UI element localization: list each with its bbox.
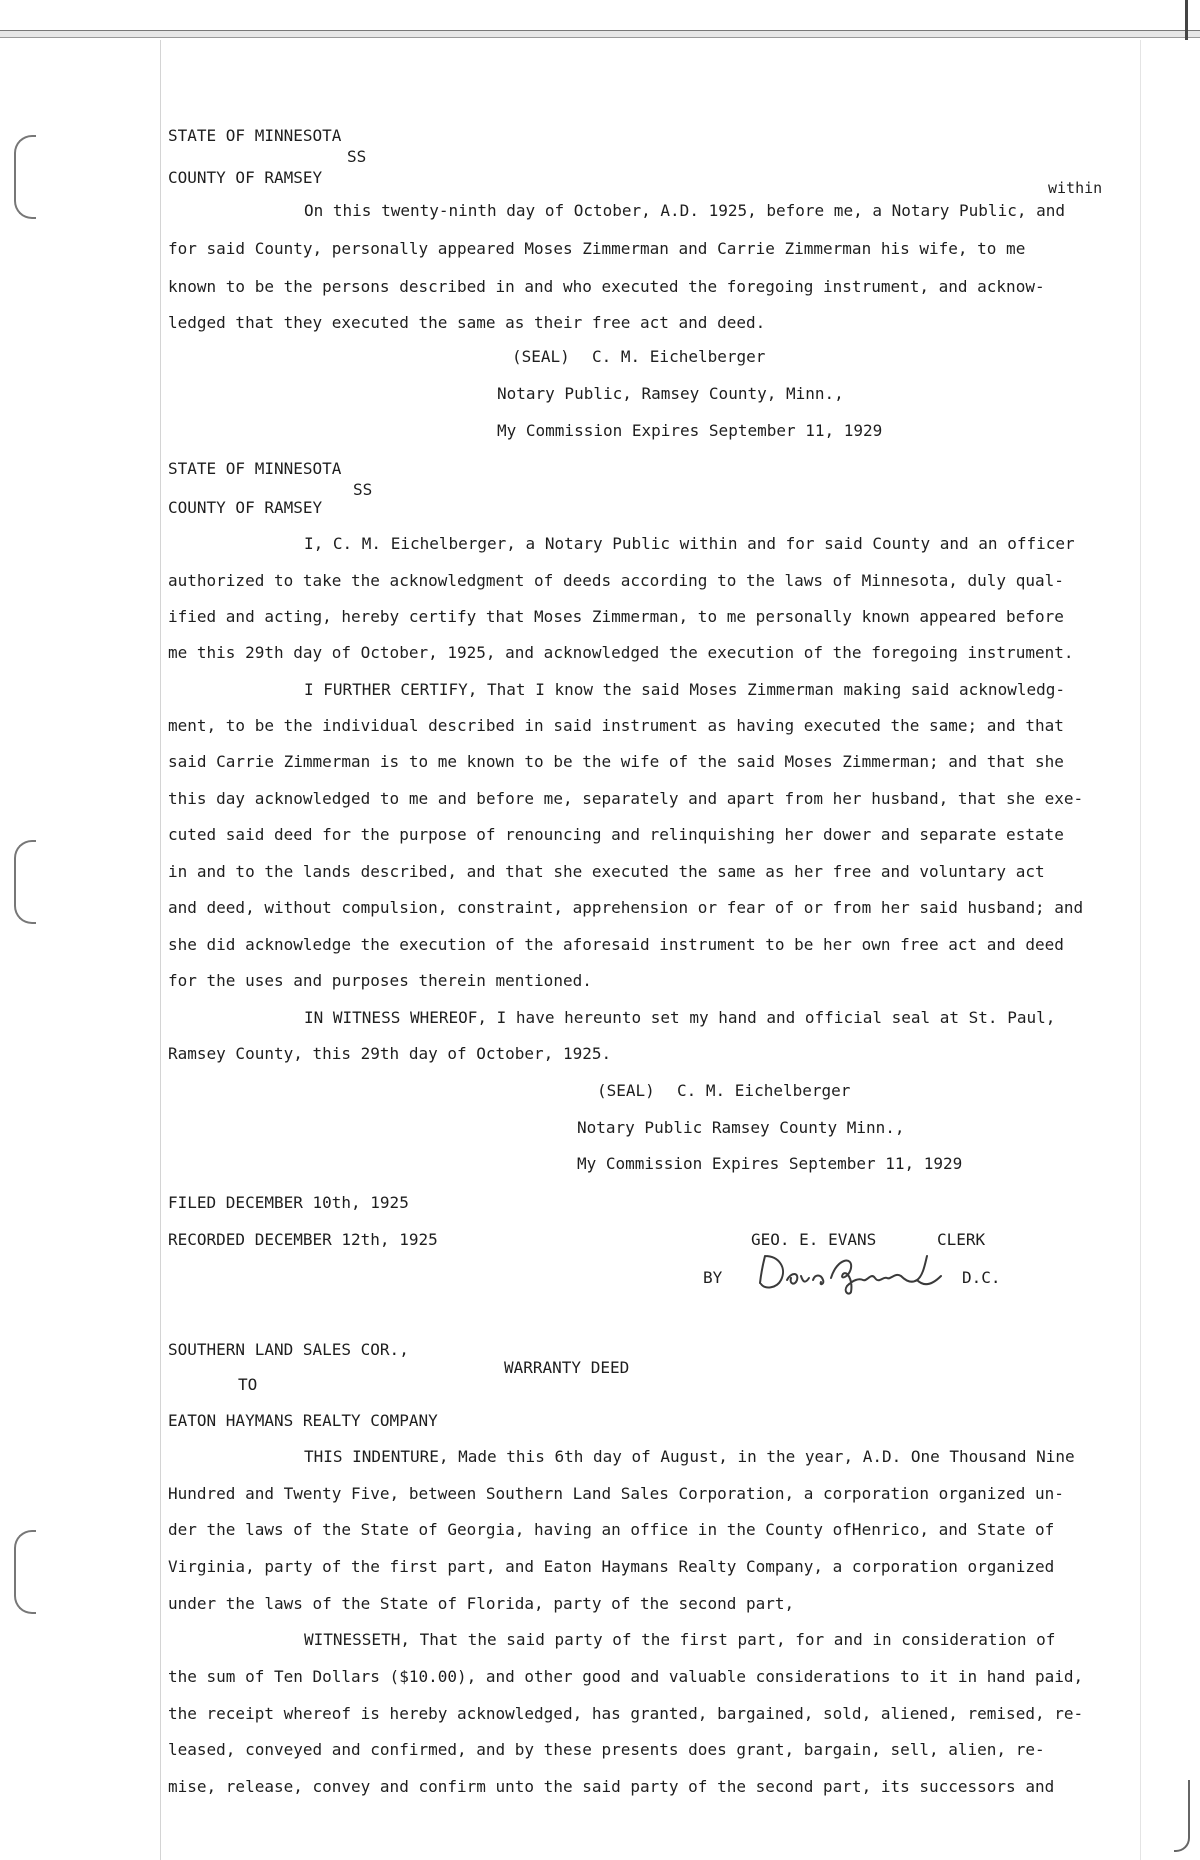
grantee-name: EATON HAYMANS REALTY COMPANY [168, 1411, 438, 1430]
notary-commission: My Commission Expires September 11, 1929 [497, 421, 883, 440]
deed-line-4: Virginia, party of the first part, and Eaton Haymans Realty Company, a corporation organized [168, 1557, 1055, 1576]
deed-line-8: the receipt whereof is hereby acknowledged, has granted, bargained, sold, aliened, remised, re- [168, 1704, 1084, 1723]
venue-county: COUNTY OF RAMSEY [168, 498, 323, 517]
notary-name: C. M. Eichelberger [677, 1081, 851, 1100]
notary-seal-label: (SEAL) [512, 347, 570, 366]
deed-line-2: Hundred and Twenty Five, between Southern Land Sales Corporation, a corporation organized un- [168, 1484, 1064, 1503]
ack2-line-7: said Carrie Zimmerman is to me known to be the wife of the said Moses Zimmerman; and that she [168, 752, 1064, 771]
ack2-line-3: ified and acting, hereby certify that Moses Zimmerman, to me personally known appeared before [168, 607, 1064, 626]
interlinear-insert: within [1048, 179, 1103, 197]
ack2-line-9: cuted said deed for the purpose of renouncing and relinquishing her dower and separate estate [168, 825, 1064, 844]
deed-line-9: leased, conveyed and confirmed, and by these presents does grant, bargain, sell, alien, re- [168, 1740, 1045, 1759]
deputy-clerk-signature [755, 1250, 950, 1295]
binder-hole-middle [14, 840, 36, 924]
ack2-line-11: and deed, without compulsion, constraint, apprehension or fear of or from her said husband; and [168, 898, 1084, 917]
ack2-line-2: authorized to take the acknowledgment of deeds according to the laws of Minnesota, duly qual- [168, 571, 1064, 590]
venue-state: STATE OF MINNESOTA [168, 459, 342, 478]
ack2-line-5: I FURTHER CERTIFY, That I know the said Moses Zimmerman making said acknowledg- [304, 680, 1065, 699]
right-edge-mark [1185, 0, 1188, 40]
deed-line-3: der the laws of the State of Georgia, having an office in the County ofHenrico, and State of [168, 1520, 1055, 1539]
recorded-date: RECORDED DECEMBER 12th, 1925 [168, 1230, 438, 1249]
ack2-line-4: me this 29th day of October, 1925, and acknowledged the execution of the foregoing instrument. [168, 643, 1074, 662]
right-margin-line [1140, 40, 1141, 1860]
deed-line-7: the sum of Ten Dollars ($10.00), and other good and valuable considerations to it in hand paid, [168, 1667, 1084, 1686]
ack2-line-6: ment, to be the individual described in said instrument as having executed the same; and that [168, 716, 1064, 735]
binder-hole-top [14, 135, 36, 219]
ack1-line-2: for said County, personally appeared Moses Zimmerman and Carrie Zimmerman his wife, to me [168, 239, 1026, 258]
venue-county: COUNTY OF RAMSEY [168, 168, 323, 187]
deed-line-5: under the laws of the State of Florida, party of the second part, [168, 1594, 795, 1613]
clerk-title: CLERK [937, 1230, 986, 1249]
deed-line-1: THIS INDENTURE, Made this 6th day of August, in the year, A.D. One Thousand Nine [304, 1447, 1075, 1466]
venue-state: STATE OF MINNESOTA [168, 126, 342, 145]
by-label: BY [703, 1268, 723, 1287]
notary-name: C. M. Eichelberger [592, 347, 766, 366]
top-rule [0, 30, 1200, 38]
deputy-clerk-label: D.C. [962, 1268, 1001, 1287]
notary-seal-label: (SEAL) [597, 1081, 655, 1100]
page-corner-curl [1174, 1780, 1190, 1852]
venue-ss: SS [353, 480, 373, 499]
ack1-line-1: On this twenty-ninth day of October, A.D. 1925, before me, a Notary Public, and [304, 201, 1065, 220]
venue-ss: SS [347, 147, 367, 166]
left-margin-line [160, 40, 161, 1860]
deed-title: WARRANTY DEED [504, 1358, 630, 1377]
ack2-line-13: for the uses and purposes therein mentioned. [168, 971, 592, 990]
notary-title: Notary Public, Ramsey County, Minn., [497, 384, 844, 403]
binder-hole-bottom [14, 1530, 36, 1614]
deed-line-10: mise, release, convey and confirm unto the said party of the second part, its successors and [168, 1777, 1055, 1796]
deed-line-6: WITNESSETH, That the said party of the first part, for and in consideration of [304, 1630, 1056, 1649]
ack2-line-14: IN WITNESS WHEREOF, I have hereunto set my hand and official seal at St. Paul, [304, 1008, 1056, 1027]
filed-date: FILED DECEMBER 10th, 1925 [168, 1193, 409, 1212]
ack1-line-4: ledged that they executed the same as their free act and deed. [168, 313, 766, 332]
ack2-line-10: in and to the lands described, and that she executed the same as her free and voluntary act [168, 862, 1045, 881]
to-label: TO [238, 1375, 258, 1394]
notary-title: Notary Public Ramsey County Minn., [577, 1118, 905, 1137]
ack1-line-3: known to be the persons described in and who executed the foregoing instrument, and acknow- [168, 277, 1045, 296]
ack2-line-15: Ramsey County, this 29th day of October, 1925. [168, 1044, 612, 1063]
grantor-name: SOUTHERN LAND SALES COR., [168, 1340, 409, 1359]
ack2-line-1: I, C. M. Eichelberger, a Notary Public within and for said County and an officer [304, 534, 1075, 553]
clerk-name: GEO. E. EVANS [751, 1230, 877, 1249]
notary-commission: My Commission Expires September 11, 1929 [577, 1154, 963, 1173]
ack2-line-12: she did acknowledge the execution of the aforesaid instrument to be her own free act and deed [168, 935, 1064, 954]
ack2-line-8: this day acknowledged to me and before me, separately and apart from her husband, that she exe- [168, 789, 1084, 808]
